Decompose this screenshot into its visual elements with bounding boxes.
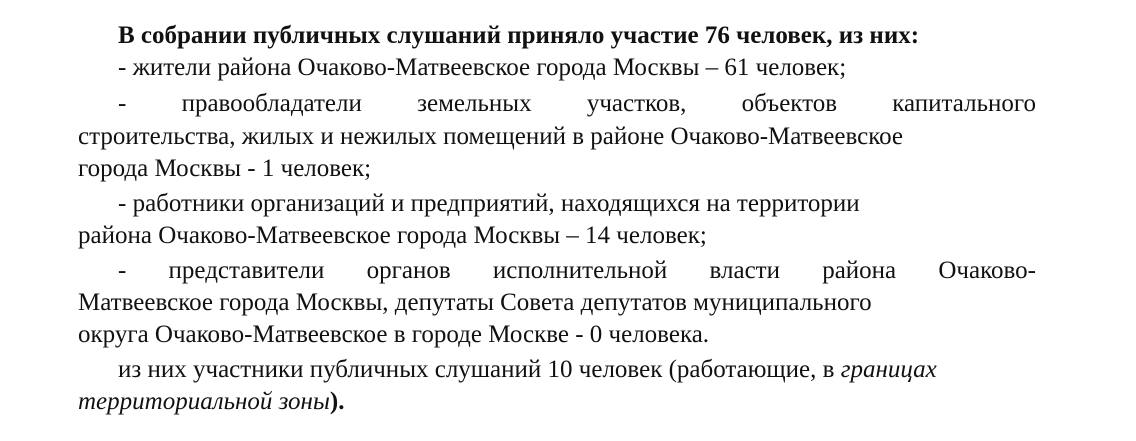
list-item-rightholders-line3: города Москвы - 1 человек; (78, 155, 372, 182)
word: правообладатели (181, 90, 362, 117)
word: власти (709, 257, 780, 284)
list-item-rightholders-line1 (118, 88, 1036, 120)
word: Очаково- (938, 257, 1036, 284)
word: капитального (892, 90, 1036, 117)
list-item-rightholders-line2: строительства, жилых и нежилых помещений в районе Очаково-Матвеевское (78, 123, 903, 150)
list-item-residents: - жители района Очаково-Матвеевское города Москвы – 61 человек; (118, 54, 847, 81)
summary-italic-text: территориальной зоны (78, 388, 330, 415)
summary-line2 (78, 386, 344, 418)
list-item-workers-line2: района Очаково-Матвеевское города Москвы – 14 человек; (78, 222, 707, 249)
list-item-officials-line1 (118, 255, 1036, 287)
word: исполнительной (492, 257, 668, 284)
word: участков, (586, 90, 687, 117)
list-item-officials-line3: округа Очаково-Матвеевское в городе Москве - 0 человека. (78, 321, 710, 348)
heading: В собрании публичных слушаний приняло участие 76 человек, из них: (118, 22, 920, 49)
word: района (822, 257, 897, 284)
word: объектов (741, 90, 838, 117)
summary-italic-text: границах (840, 356, 937, 383)
dash: - (118, 257, 127, 284)
word: органов (366, 257, 451, 284)
word: земельных (417, 90, 532, 117)
summary-line1 (118, 354, 937, 386)
summary-text: из них участники публичных слушаний 10 человек (работающие, в (118, 356, 841, 383)
summary-closing: ). (329, 388, 345, 415)
dash: - (118, 90, 127, 117)
list-item-officials-line2: Матвеевское города Москвы, депутаты Совета депутатов муниципального (78, 289, 872, 316)
word: представители (168, 257, 325, 284)
list-item-workers-line1: - работники организаций и предприятий, находящихся на территории (118, 190, 860, 217)
